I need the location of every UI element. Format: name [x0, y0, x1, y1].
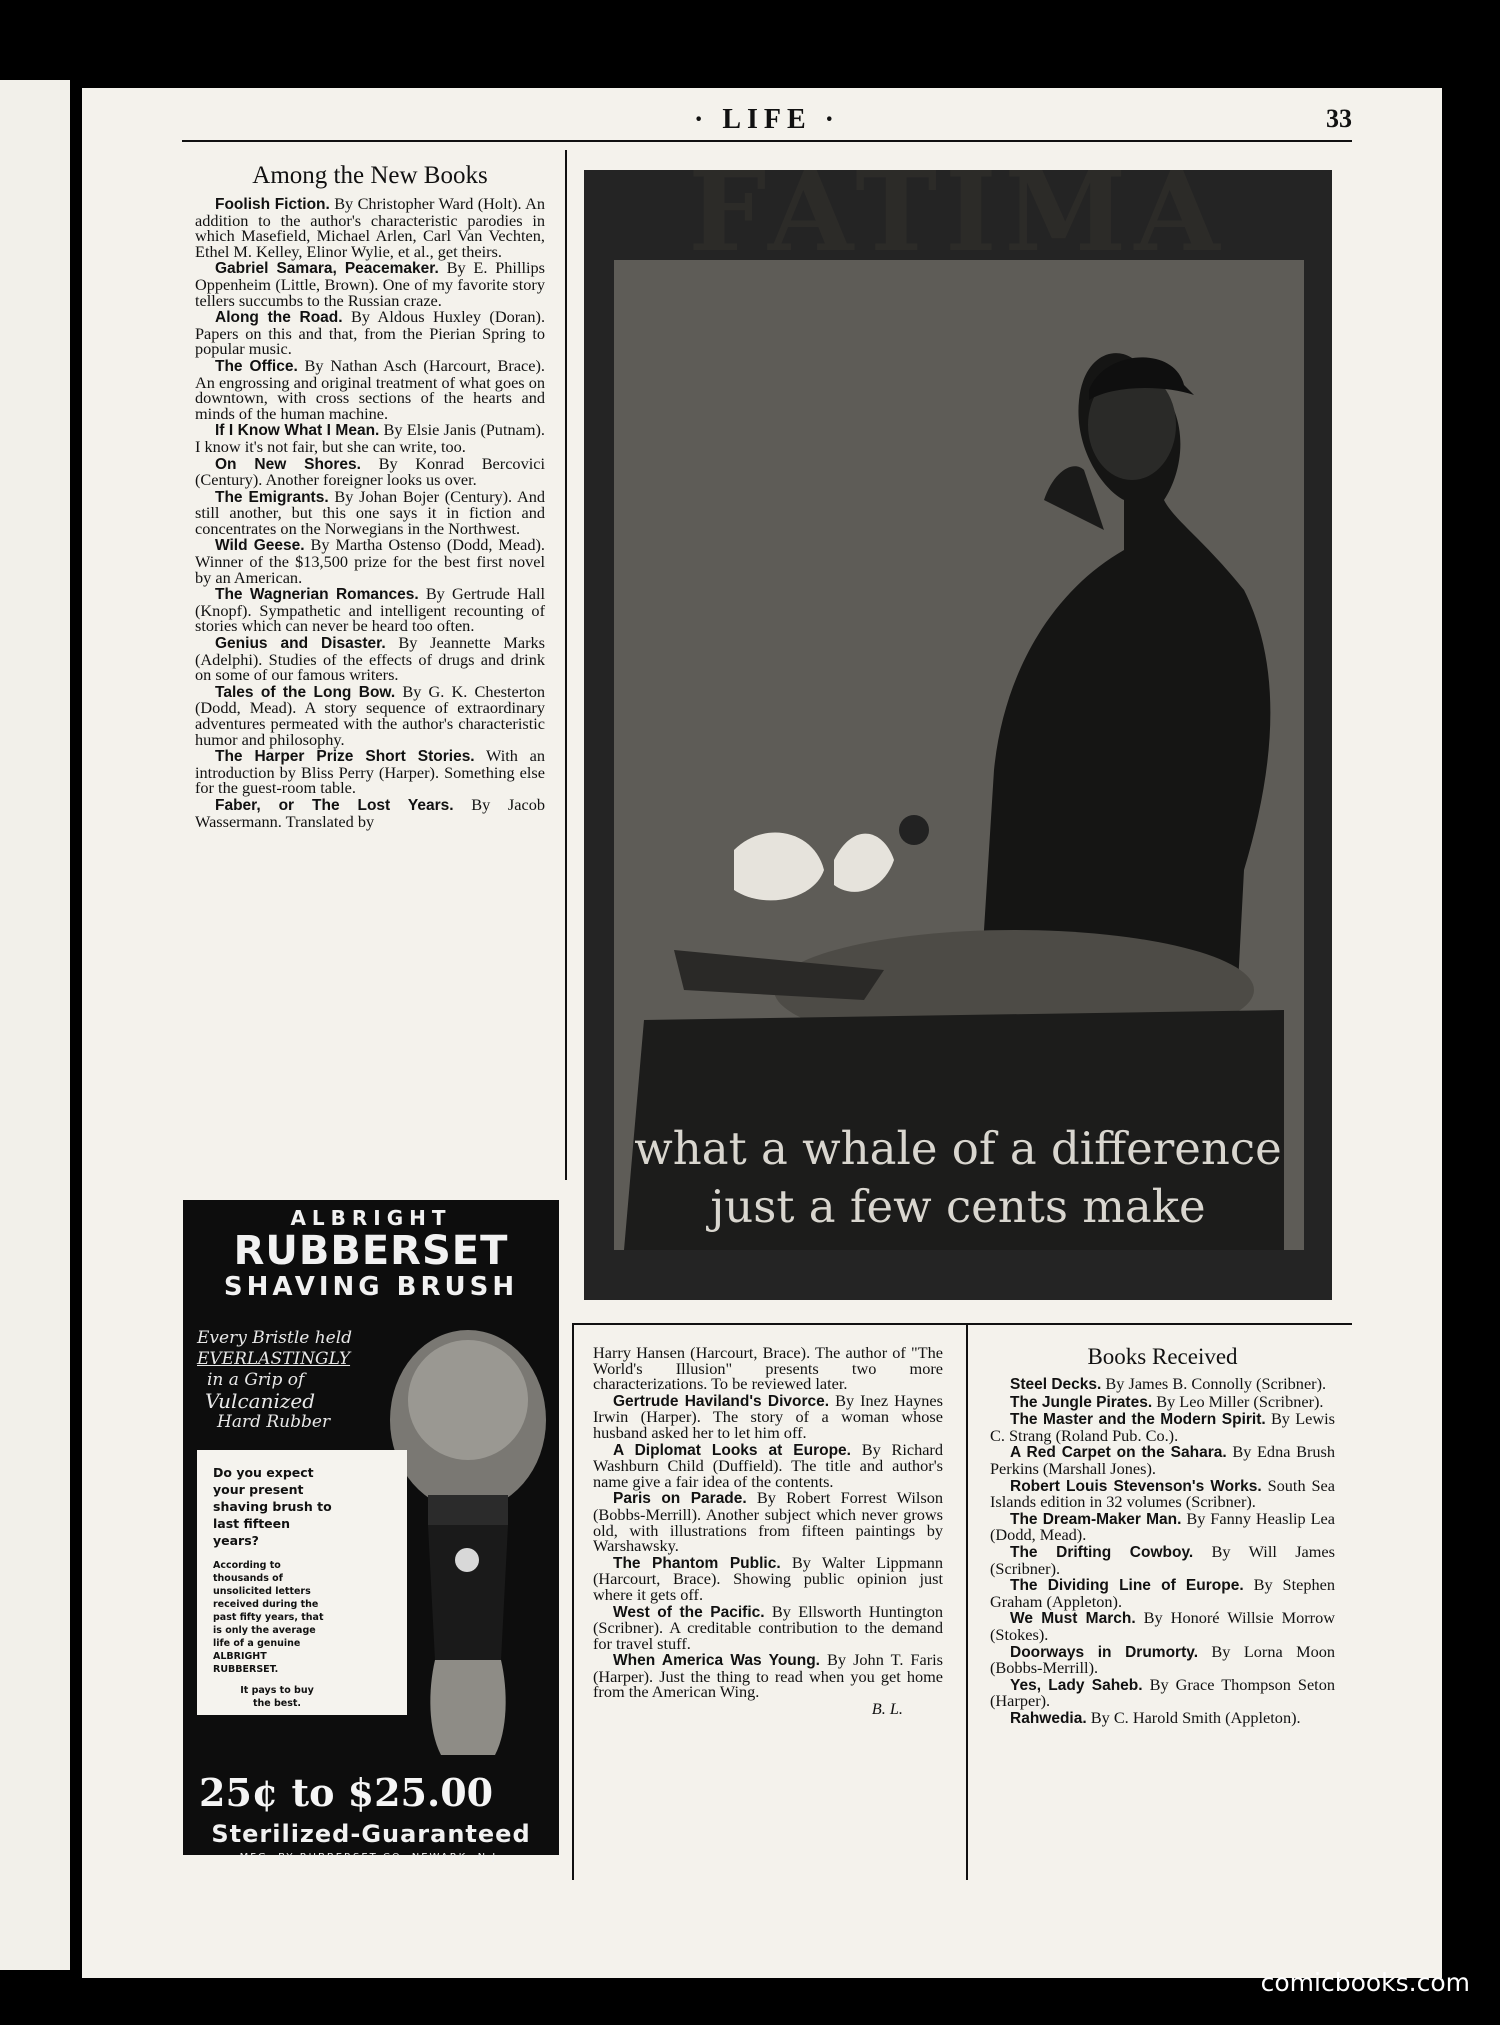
book-description: By Robert Forrest Wilson (Bobbs-Merrill). Another subject which never grows old, with illustrations from fifteen paintings by Warshawsky.: [593, 1488, 943, 1556]
book-entry: [195, 486, 546, 538]
book-entry: [990, 1508, 1335, 1545]
book-title: When America Was Young.: [613, 1652, 820, 1670]
book-title: The Master and the Modern Spirit.: [1010, 1411, 1266, 1429]
rubberset-pays: It pays to buy the best.: [240, 1685, 314, 1709]
book-entry: [990, 1707, 1335, 1727]
book-title: A Red Carpet on the Sahara.: [1010, 1444, 1227, 1462]
book-entry: [195, 260, 545, 308]
script-line5: Hard Rubber: [217, 1412, 331, 1432]
book-title: Robert Louis Stevenson's Works.: [1010, 1477, 1262, 1495]
book-entry: [990, 1674, 1335, 1711]
book-description: By Jacob Wassermann. Translated by: [195, 794, 545, 831]
book-description: By Jeannette Marks (Adelphi). Studies of the effects of drugs and drink on some of our famous writers.: [195, 633, 545, 685]
watermark: comicbooks.com: [1260, 1968, 1470, 1997]
script-line3: in a Grip of: [207, 1370, 305, 1390]
book-title: The Emigrants.: [215, 488, 329, 506]
book-title: Foolish Fiction.: [215, 196, 330, 213]
book-entry: [195, 453, 545, 490]
book-entry: [593, 1390, 943, 1442]
book-description: By Fanny Heaslip Lea (Dodd, Mead).: [990, 1508, 1335, 1545]
rubberset-price: 25¢ to $25.00: [199, 1770, 494, 1815]
book-description: By Leo Miller (Scribner).: [1152, 1391, 1324, 1411]
rubberset-info-box: [197, 1450, 407, 1715]
book-title: Along the Road.: [215, 309, 343, 327]
continuation-text: Harry Hansen (Harcourt, Brace). The author of "The World's Illusion" presents two more characterizations. To be reviewed later.: [593, 1343, 943, 1394]
book-title: The Harper Prize Short Stories.: [215, 748, 475, 766]
rubberset-brand: RUBBERSET: [233, 1228, 509, 1274]
book-description: By Grace Thompson Seton (Harper).: [990, 1674, 1335, 1711]
book-entry: [195, 196, 545, 259]
book-title: The Wagnerian Romances.: [215, 586, 419, 604]
book-title: Wild Geese.: [215, 537, 305, 555]
book-title: Genius and Disaster.: [215, 635, 386, 653]
book-description: By Lorna Moon (Bobbs-Merrill).: [990, 1641, 1335, 1678]
book-entry: [990, 1541, 1335, 1578]
book-title: The Drifting Cowboy.: [1010, 1543, 1194, 1561]
book-title: West of the Pacific.: [613, 1603, 765, 1621]
rubberset-advertisement: [183, 1200, 559, 1863]
book-description: By Gertrude Hall (Knopf). Sympathetic and intelligent recounting of stories which can never be heard too often.: [195, 584, 545, 636]
books-received-column: [990, 1342, 1335, 1887]
book-title: Steel Decks.: [1010, 1376, 1102, 1393]
book-description: By Johan Bojer (Century). And still another, but this one says it in fiction and concentrates on the Norwegians in the Northwest.: [195, 486, 546, 538]
book-entry: [990, 1411, 1335, 1443]
book-entry: [195, 355, 545, 423]
column-rule-left: [565, 150, 567, 1180]
horizontal-rule-under-ad: [572, 1323, 1352, 1325]
albright-label: ALBRIGHT: [290, 1206, 452, 1230]
book-entry: [195, 586, 545, 634]
book-title: We Must March.: [1010, 1610, 1136, 1628]
book-title: Rahwedia.: [1010, 1709, 1087, 1727]
book-title: If I Know What I Mean.: [215, 422, 380, 440]
book-entry: [195, 794, 545, 831]
shaving-brush-label: SHAVING BRUSH: [223, 1272, 519, 1302]
book-title: Paris on Parade.: [613, 1490, 747, 1508]
book-entry: [990, 1641, 1335, 1678]
book-description: By Edna Brush Perkins (Marshall Jones).: [990, 1442, 1335, 1478]
rubberset-body: According to thousands of unsolicited letters received during the past fifty years, that is only the average life of a genuine ALBRIGHT RUBBERSET.: [213, 1560, 324, 1675]
book-title: Gertrude Haviland's Divorce.: [613, 1392, 830, 1410]
book-description: By John T. Faris (Harper). Just the thing to read when you get home from the American Wing.: [593, 1650, 943, 1702]
fatima-advertisement: [584, 147, 1332, 1300]
rubberset-question: Do you expect your present shaving brush to last fifteen years?: [213, 1465, 332, 1548]
rubberset-manufacturer: MFG. BY RUBBERSET CO. NEWARK, N.J.: [239, 1852, 503, 1863]
book-entry: [195, 422, 545, 454]
rubberset-sterilized: Sterilized-Guaranteed: [211, 1820, 531, 1848]
column-rule-bottom-left: [572, 1325, 574, 1880]
book-title: Doorways in Drumorty.: [1010, 1643, 1199, 1661]
book-description: With an introduction by Bliss Perry (Harper). Something else for the guest-room table.: [195, 746, 545, 798]
book-description: By Aldous Huxley (Doran). Papers on this and that, from the Pierian Spring to popular music.: [195, 307, 546, 359]
reviewer-signature: B. L.: [871, 1699, 903, 1719]
book-description: By C. Harold Smith (Appleton).: [1086, 1707, 1301, 1727]
book-description: By Lewis C. Strang (Roland Pub. Co.).: [990, 1409, 1335, 1445]
book-entry: [593, 1488, 943, 1556]
book-entry: [195, 635, 545, 683]
book-description: By Elsie Janis (Putnam). I know it's not fair, but she can write, too.: [195, 420, 545, 456]
book-entry: [593, 1552, 943, 1604]
book-entry: [990, 1444, 1335, 1476]
book-entry: [593, 1601, 943, 1653]
book-title: The Dividing Line of Europe.: [1010, 1577, 1244, 1595]
book-description: By Inez Haynes Irwin (Harper). The story of a woman whose husband asked her to let him off.: [593, 1390, 943, 1442]
script-line4: Vulcanized: [205, 1389, 316, 1413]
book-entry: [990, 1475, 1335, 1512]
book-title: The Dream-Maker Man.: [1010, 1510, 1182, 1528]
book-entry: [593, 1439, 943, 1491]
column-title: Among the New Books: [252, 162, 488, 189]
column-rule-bottom-right: [966, 1325, 968, 1880]
book-description: By Walter Lippmann (Harcourt, Brace). Showing public opinion just where it gets off.: [593, 1552, 943, 1604]
book-title: The Jungle Pirates.: [1010, 1393, 1153, 1411]
book-description: By Martha Ostenso (Dodd, Mead). Winner of the $13,500 prize for the best first novel by an American.: [195, 535, 545, 587]
book-entry: [195, 748, 545, 796]
book-description: By E. Phillips Oppenheim (Little, Brown). One of my favorite story tellers succumbs to the Russian craze.: [195, 258, 545, 310]
book-title: Yes, Lady Saheb.: [1010, 1676, 1143, 1694]
book-entry: [195, 309, 545, 357]
fatima-slogan-line2: just a few cents make: [710, 1180, 1206, 1233]
book-title: A Diplomat Looks at Europe.: [613, 1441, 851, 1459]
book-description: By Konrad Bercovici (Century). Another foreigner looks us over.: [195, 453, 545, 490]
shaving-brush-illustration: [383, 1330, 553, 1760]
fatima-slogan-line1: what a whale of a difference: [634, 1122, 1282, 1175]
book-description: By Richard Washburn Child (Duffield). The title and author's name give a fair idea of the contents.: [593, 1439, 943, 1491]
svg-text:FATIMA: FATIMA: [688, 147, 1228, 276]
book-entry: [990, 1610, 1335, 1642]
magazine-title: · LIFE ·: [693, 104, 841, 135]
book-entry: [195, 681, 545, 749]
book-description: South Sea Islands edition in 32 volumes (Scribner).: [990, 1475, 1335, 1512]
book-description: By Honoré Willsie Morrow (Stokes).: [990, 1608, 1336, 1644]
book-entry: [990, 1376, 1335, 1393]
book-entry: [195, 537, 545, 585]
column-title: Books Received: [1087, 1344, 1238, 1369]
book-description: By Nathan Asch (Harcourt, Brace). An engrossing and original treatment of what goes on downtown, with cross sections of the hearts and minds of the human machine.: [195, 355, 545, 423]
book-title: Tales of the Long Bow.: [215, 683, 396, 701]
page-number: 33: [1326, 104, 1352, 133]
book-entry: [990, 1391, 1335, 1411]
book-description: By Will James (Scribner).: [990, 1541, 1335, 1578]
among-new-books-column: [195, 160, 545, 1180]
script-line2: EVERLASTINGLY: [197, 1349, 351, 1369]
book-description: By Christopher Ward (Holt). An addition to the author's characteristic parodies in which Masefield, Michael Arlen, Carl Van Vechten, Ethel M. Kelley, Elinor Wylie, et al., get theirs.: [195, 194, 545, 261]
script-line1: Every Bristle held: [197, 1328, 353, 1348]
book-entry: [990, 1577, 1335, 1609]
left-page-edge: [0, 80, 70, 1970]
book-description: By James B. Connolly (Scribner).: [1101, 1374, 1327, 1393]
book-entry: [593, 1652, 943, 1700]
book-title: The Office.: [215, 357, 298, 375]
book-description: By Ellsworth Huntington (Scribner). A creditable contribution to the demand for travel stuff.: [593, 1601, 943, 1653]
book-description: By Stephen Graham (Appleton).: [990, 1575, 1335, 1611]
book-description: By G. K. Chesterton (Dodd, Mead). A story sequence of extraordinary adventures permeated with the author's characteristic humor and philosophy.: [195, 681, 545, 749]
book-title: Gabriel Samara, Peacemaker.: [215, 260, 439, 278]
book-title: Faber, or The Lost Years.: [215, 796, 454, 814]
page-header: [182, 100, 1352, 142]
book-title: The Phantom Public.: [613, 1554, 781, 1572]
new-books-continued-column: [593, 1345, 943, 1885]
book-title: On New Shores.: [215, 455, 361, 473]
